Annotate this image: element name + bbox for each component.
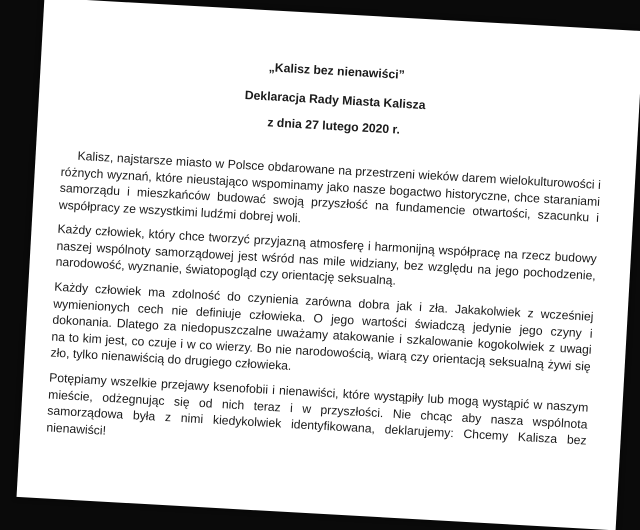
document-subtitle: Deklaracja Rady Miasta Kalisza [244,87,426,112]
paragraph-1: Kalisz, najstarsze miasto w Polsce obdarowane na przestrzeni wieków darem wielokulturowości i różnych wyznań, które nieustająco wspominamy jako nasze bogactwo historyczne, chce staraniami samorządu i mieszkańców budować swoją przyszłość na fundamencie otwartości, szacunku i współpracy ze wszystkimi ludźmi dobrej woli. [58,148,602,226]
document-page [17,0,640,530]
document-date: z dnia 27 lutego 2020 r. [267,115,401,137]
paragraph-4: Potępiamy wszelkie przejawy ksenofobii i nienawiści, które wystąpiły lub mogą wystąpić w naszym mieście, odżegnując się od nich teraz i w przyszłości. Nie chcąc aby nasza wspólnota samorządowa była z nimi kiedykolwiek identyfikowana, deklarujemy: Chcemy Kalisza bez nienawiści! [46,370,589,448]
document-title: „Kalisz bez nienawiści” [268,60,406,82]
paragraph-2: Każdy człowiek, który chce tworzyć przyjazną atmosferę i harmonijną współpracę na rzecz budowy naszej wspólnoty samorządowej jest wśród nas mile widziany, bez względu na jego pochodzenie, narodowość, wyznanie, światopogląd czy orientację seksualną. [55,222,598,289]
document-body [46,147,601,466]
paragraph-3: Każdy człowiek ma zdolność do czynienia zarówna dobra jak i zła. Jakakolwiek z wcześniej wymienionych cech nie definiuje człowieka. O jego wartości świadczą jedynie jego czyny i dokonania. Dlatego za niedopuszczalne uważamy atakowanie i szkalowanie kogokolwiek z uwagi na to kim jest, co czuje i w co wierzy. Bo nie narodowością, wiarą czy orientacją seksualną żywi się zło, tylko nienawiścią do drugiego człowieka. [50,279,594,374]
